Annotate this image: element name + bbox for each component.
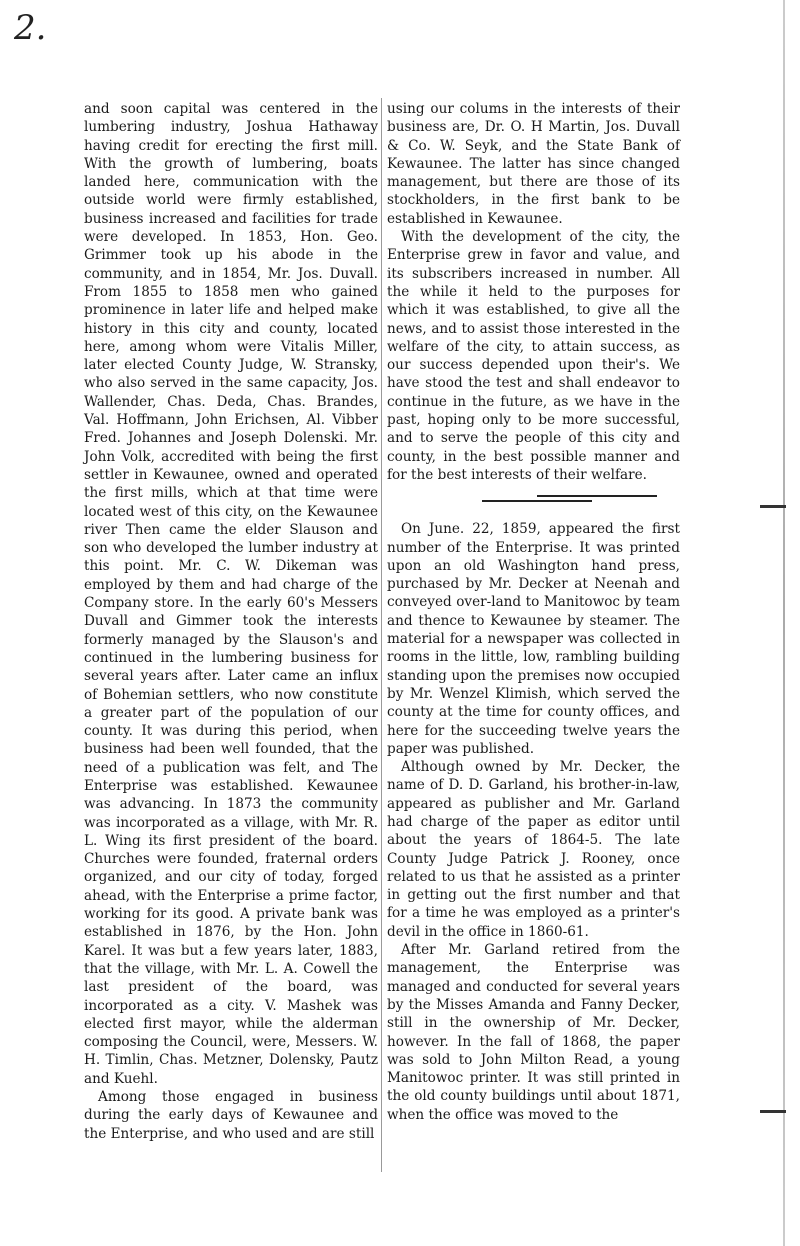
right-paragraph-3: On June. 22, 1859, appeared the first number of the Enterprise. It was printed upon an old Washington hand press, purchased by Mr. Decker at Neenah and conveyed over-land to Manitowoc by team and thence to Kewaunee by steamer. The material for a newspaper was collected in rooms in the little, low, rambling building standing upon the premises now occupied by Mr. Wenzel Klimish, which served the county at the time for county offices, and here for the succeeding twelve years the paper was published. (387, 521, 680, 757)
right-column (387, 100, 680, 1124)
left-column (84, 100, 378, 1143)
right-paragraph-5: After Mr. Garland retired from the management, the Enterprise was managed and conducted for several years by the Misses Amanda and Fanny Decker, still in the ownership of Mr. Decker, however. In the fall of 1868, the paper was sold to John Milton Read, a young Manitowoc printer. It was still printed in the old county buildings until about 1871, when the office was moved to the (387, 942, 680, 1123)
column-divider (381, 98, 382, 1172)
right-paragraph-1: using our colums in the interests of their business are, Dr. O. H Martin, Jos. Duvall & Co. W. Seyk, and the State Bank of Kewaunee. The latter has since changed management, but there are those of its stockholders, in the first bank to be established in Kewaunee. (387, 101, 680, 227)
divider-rule-upper (537, 495, 657, 497)
left-paragraph-2: Among those engaged in business during the early days of Kewaunee and the Enterprise, and who used and are still (84, 1089, 378, 1142)
edge-mark-bottom (760, 1110, 786, 1113)
right-paragraph-2: With the development of the city, the Enterprise grew in favor and value, and its subscribers increased in number. All the while it held to the purposes for which it was established, to give all the news, and to assist those interested in the welfare of the city, to attain success, as our success depended upon their's. We have stood the test and shall endeavor to continue in the future, as we have in the past, hoping only to be more successful, and to serve the people of this city and county, in the best possible manner and for the best interests of their welfare. (387, 229, 680, 483)
divider-rule-lower (482, 500, 592, 502)
left-paragraph-1: and soon capital was centered in the lumbering industry, Joshua Hathaway having credit for erecting the first mill. With the growth of lumbering, boats landed here, communication with the outside world were firmly established, business increased and facilities for trade were developed. In 1853, Hon. Geo. Grimmer took up his abode in the community, and in 1854, Mr. Jos. Duvall. From 1855 to 1858 men who gained prominence in later life and helped make history in this city and county, located here, among whom were Vitalis Miller, later elected County Judge, W. Stransky, who also served in the same capacity, Jos. Wallender, Chas. Deda, Chas. Brandes, Val. Hoffmann, John Erichsen, Al. Vibber Fred. Johannes and Joseph Dolenski. Mr. John Volk, accredited with being the first settler in Kewaunee, owned and operated the first mills, which at that time were located west of this city, on the Kewaunee river Then came the elder Slauson and son who developed the lumber industry at this point. Mr. C. W. Dikeman was employed by them and had charge of the Company store. In the early 60's Messers Duvall and Gimmer took the interests formerly managed by the Slauson's and continued in the lumbering business for several years after. Later came an influx of Bohemian settlers, who now constitute a greater part of the population of our county. It was during this period, when business had been well founded, that the need of a publication was felt, and The Enterprise was established. Kewaunee was advancing. In 1873 the community was incorporated as a village, with Mr. R. L. Wing its first president of the board. Churches were founded, fraternal orders organized, and our city of today, forged ahead, with the Enterprise a prime factor, working for its good. A private bank was established in 1876, by the Hon. John Karel. It was but a few years later, 1883, that the village, with Mr. L. A. Cowell the last president of the board, was incorporated as a city. V. Mashek was elected first mayor, while the alderman composing the Council, were, Messers. W. H. Timlin, Chas. Metzner, Dolensky, Pautz and Kuehl. (84, 101, 378, 1087)
section-divider (387, 492, 680, 506)
page-edge (783, 0, 785, 1246)
page-number: 2. (14, 8, 47, 48)
edge-mark-top (760, 505, 786, 508)
right-paragraph-4: Although owned by Mr. Decker, the name of D. D. Garland, his brother-in-law, appeared as publisher and Mr. Garland had charge of the paper as editor until about the years of 1864-5. The late County Judge Patrick J. Rooney, once related to us that he assisted as a printer in getting out the first number and that for a time he was employed as a printer's devil in the office in 1860-61. (387, 759, 680, 940)
